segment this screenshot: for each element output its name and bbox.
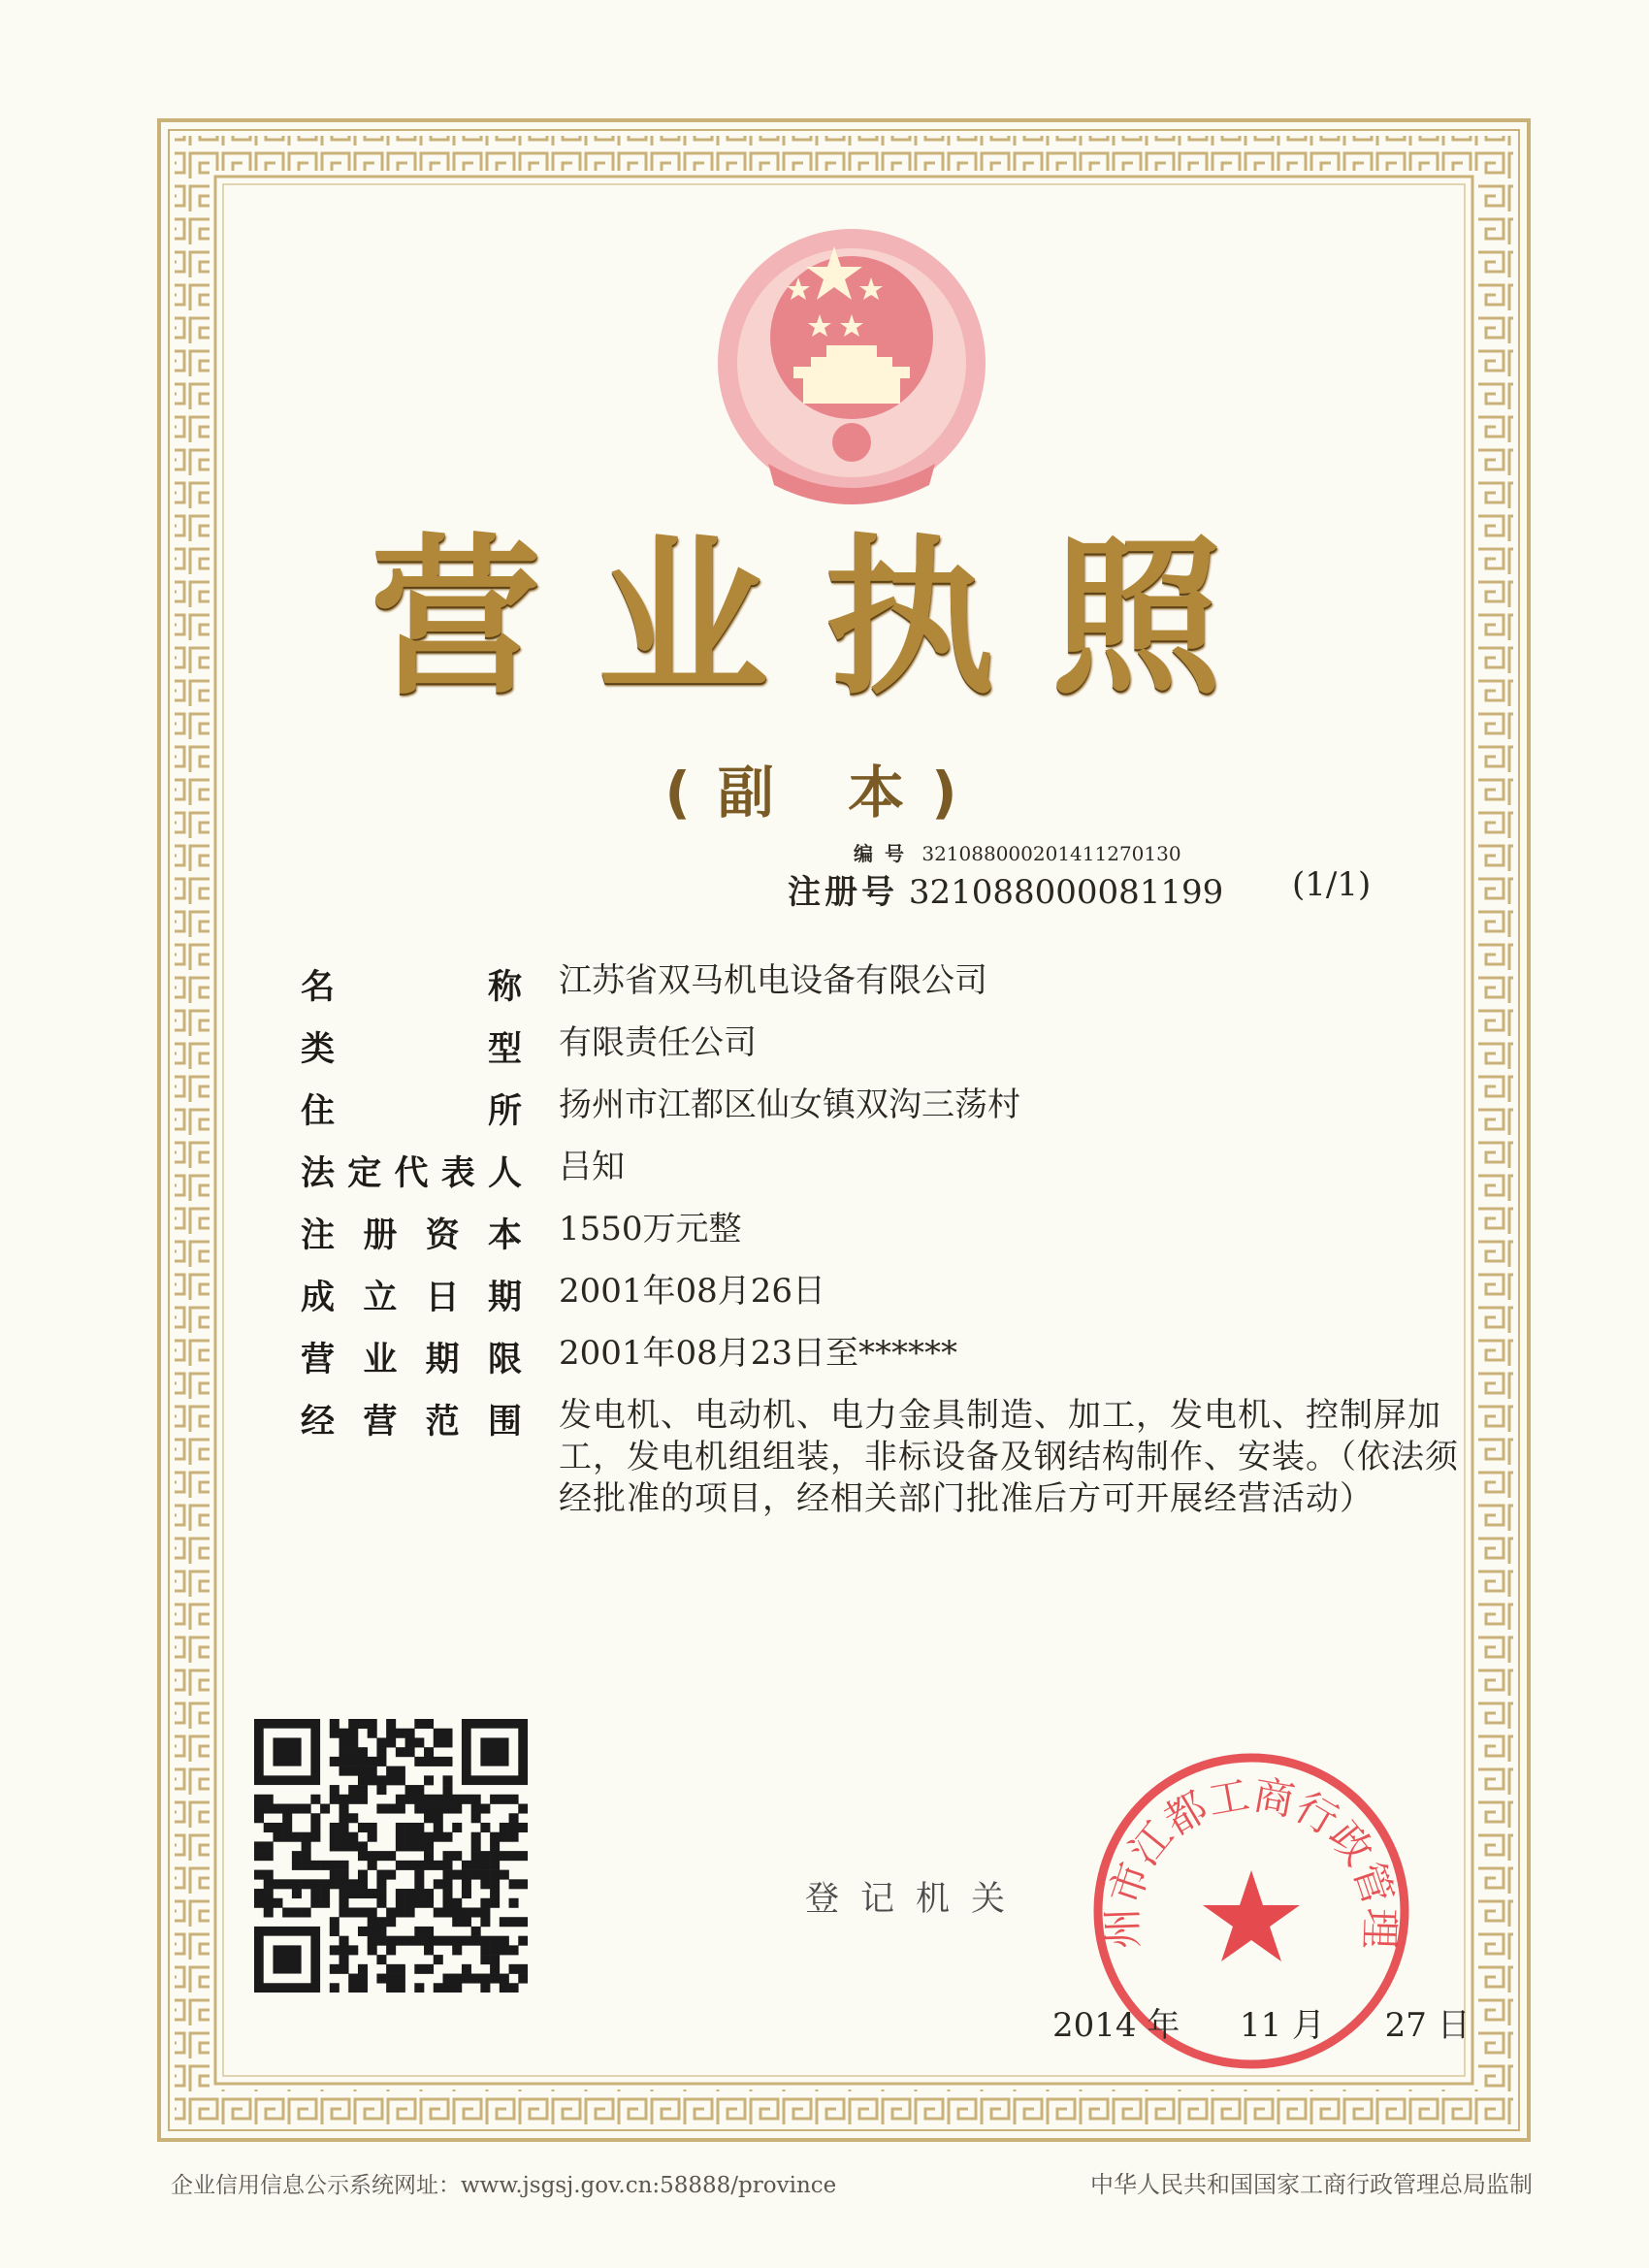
field-value: 扬州市江都区仙女镇双沟三荡村 [559, 1085, 1020, 1124]
field-value: 有限责任公司 [559, 1023, 757, 1062]
field-value: 江苏省双马机电设备有限公司 [559, 961, 987, 1000]
page-count: (1/1) [1292, 865, 1372, 904]
qr-finder-pattern [273, 1737, 301, 1766]
registration-number [788, 865, 1372, 913]
field-label: 法定代表人 [301, 1154, 522, 1193]
field-value: 2001年08月26日 [559, 1272, 826, 1311]
date-year: 2014 [1052, 2006, 1137, 2045]
footer-website: 企业信用信息公示系统网址：www.jsgsj.gov.cn:58888/province [171, 2173, 837, 2198]
issue-date [1052, 1998, 1471, 2046]
footer-supervisor: 中华人民共和国国家工商行政管理总局监制 [1090, 2171, 1533, 2198]
registration-authority-label: 登记机关 [805, 1880, 1027, 1919]
field-row-address [301, 1085, 1494, 1147]
seal-text: 州市江都工商行政管理 [1098, 1770, 1405, 1950]
field-label: 注册资本 [301, 1216, 522, 1255]
field-row-established-date [301, 1271, 1494, 1333]
field-value: 2001年08月23日至****** [559, 1334, 958, 1373]
registration-value: 321088000081199 [908, 873, 1224, 912]
national-emblem [710, 221, 993, 524]
field-row-name [301, 960, 1494, 1022]
date-day-unit: 日 [1437, 2006, 1471, 2045]
date-month: 11 [1239, 2006, 1282, 2045]
field-label: 名称 [301, 968, 522, 1007]
field-row-type [301, 1022, 1494, 1085]
serial-number [854, 838, 1181, 866]
field-row-business-scope [301, 1395, 1494, 1518]
field-label: 经营范围 [301, 1403, 522, 1442]
field-label: 成立日期 [301, 1279, 522, 1317]
qr-finder-pattern [480, 1737, 508, 1766]
field-label: 住所 [301, 1092, 522, 1131]
date-year-unit: 年 [1147, 2006, 1180, 2045]
qr-finder-pattern [273, 1945, 301, 1973]
registration-label: 注册号 [788, 873, 898, 912]
field-value: 1550万元整 [559, 1210, 742, 1248]
document-subtitle: (副 本) [664, 760, 985, 826]
date-day: 27 [1384, 2006, 1427, 2045]
field-row-business-term [301, 1333, 1494, 1395]
field-value: 发电机、电动机、电力金具制造、加工，发电机、控制屏加工，发电机组组装，非标设备及钢结构制作、安装。（依法须经批准的项目，经相关部门批准后方可开展经营活动） [559, 1396, 1459, 1518]
field-row-legal-representative [301, 1147, 1494, 1209]
date-month-unit: 月 [1292, 2006, 1326, 2045]
field-label: 营业期限 [301, 1341, 522, 1379]
serial-label: 编号 [854, 842, 916, 865]
license-fields [301, 960, 1494, 1518]
qr-code [254, 1719, 528, 1993]
seal-star-icon [1203, 1870, 1300, 1961]
document-title: 营业执照 [370, 519, 1278, 718]
field-label: 类型 [301, 1030, 522, 1069]
field-row-registered-capital [301, 1209, 1494, 1271]
serial-value: 32108800020141127013​0 [922, 842, 1181, 865]
field-value: 吕知 [559, 1148, 625, 1186]
